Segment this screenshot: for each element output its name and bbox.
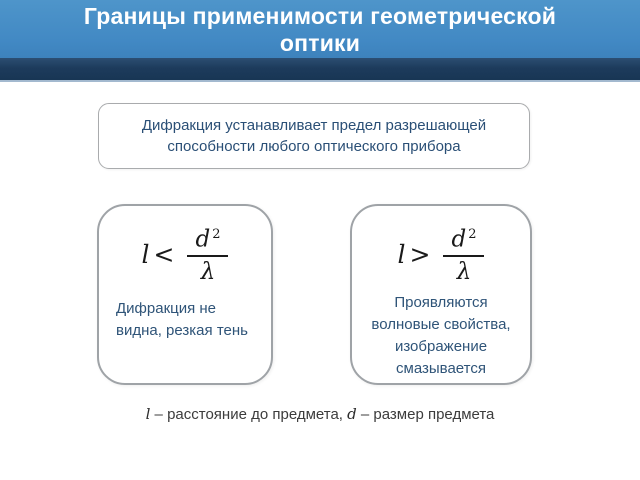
fraction-numerator [187, 223, 228, 257]
legend-caption [0, 403, 640, 426]
fraction-denominator: λ [200, 258, 216, 285]
numerator-exponent: 2 [212, 227, 221, 243]
fraction [443, 223, 484, 285]
legend-l-symbol: l [145, 405, 151, 423]
formula-relation-less: < [153, 239, 179, 269]
fraction-numerator [443, 223, 484, 257]
slide-title: Границы применимости геометрической оптики [83, 3, 557, 56]
formula-lhs-symbol: l [141, 239, 154, 269]
right-case-card [350, 204, 532, 385]
statement-text: Дифракция устанавливает предел разрешающей способности любого оптического прибора [141, 117, 487, 155]
formula-relation-greater: > [409, 239, 435, 269]
legend-l-description: – расстояние до предмета, [150, 406, 348, 423]
numerator-base: d [195, 226, 211, 253]
formula-diffraction-not-visible [99, 220, 271, 288]
header-accent-bar [0, 58, 640, 82]
fraction [187, 223, 228, 285]
legend-d-description: – размер предмета [356, 406, 495, 423]
left-case-card [97, 204, 273, 385]
left-card-text: Дифракция не видна, резкая тень [116, 300, 248, 339]
right-card-text: Проявляются волновые свойства, изображение смазывается [371, 294, 511, 377]
numerator-base: d [451, 226, 467, 253]
formula-wave-properties [352, 220, 530, 288]
statement-box [98, 103, 530, 169]
fraction-denominator: λ [456, 258, 472, 285]
formula-lhs-symbol: l [397, 239, 410, 269]
numerator-exponent: 2 [468, 227, 477, 243]
legend-d-symbol: d [347, 405, 357, 423]
slide-header [0, 0, 640, 58]
